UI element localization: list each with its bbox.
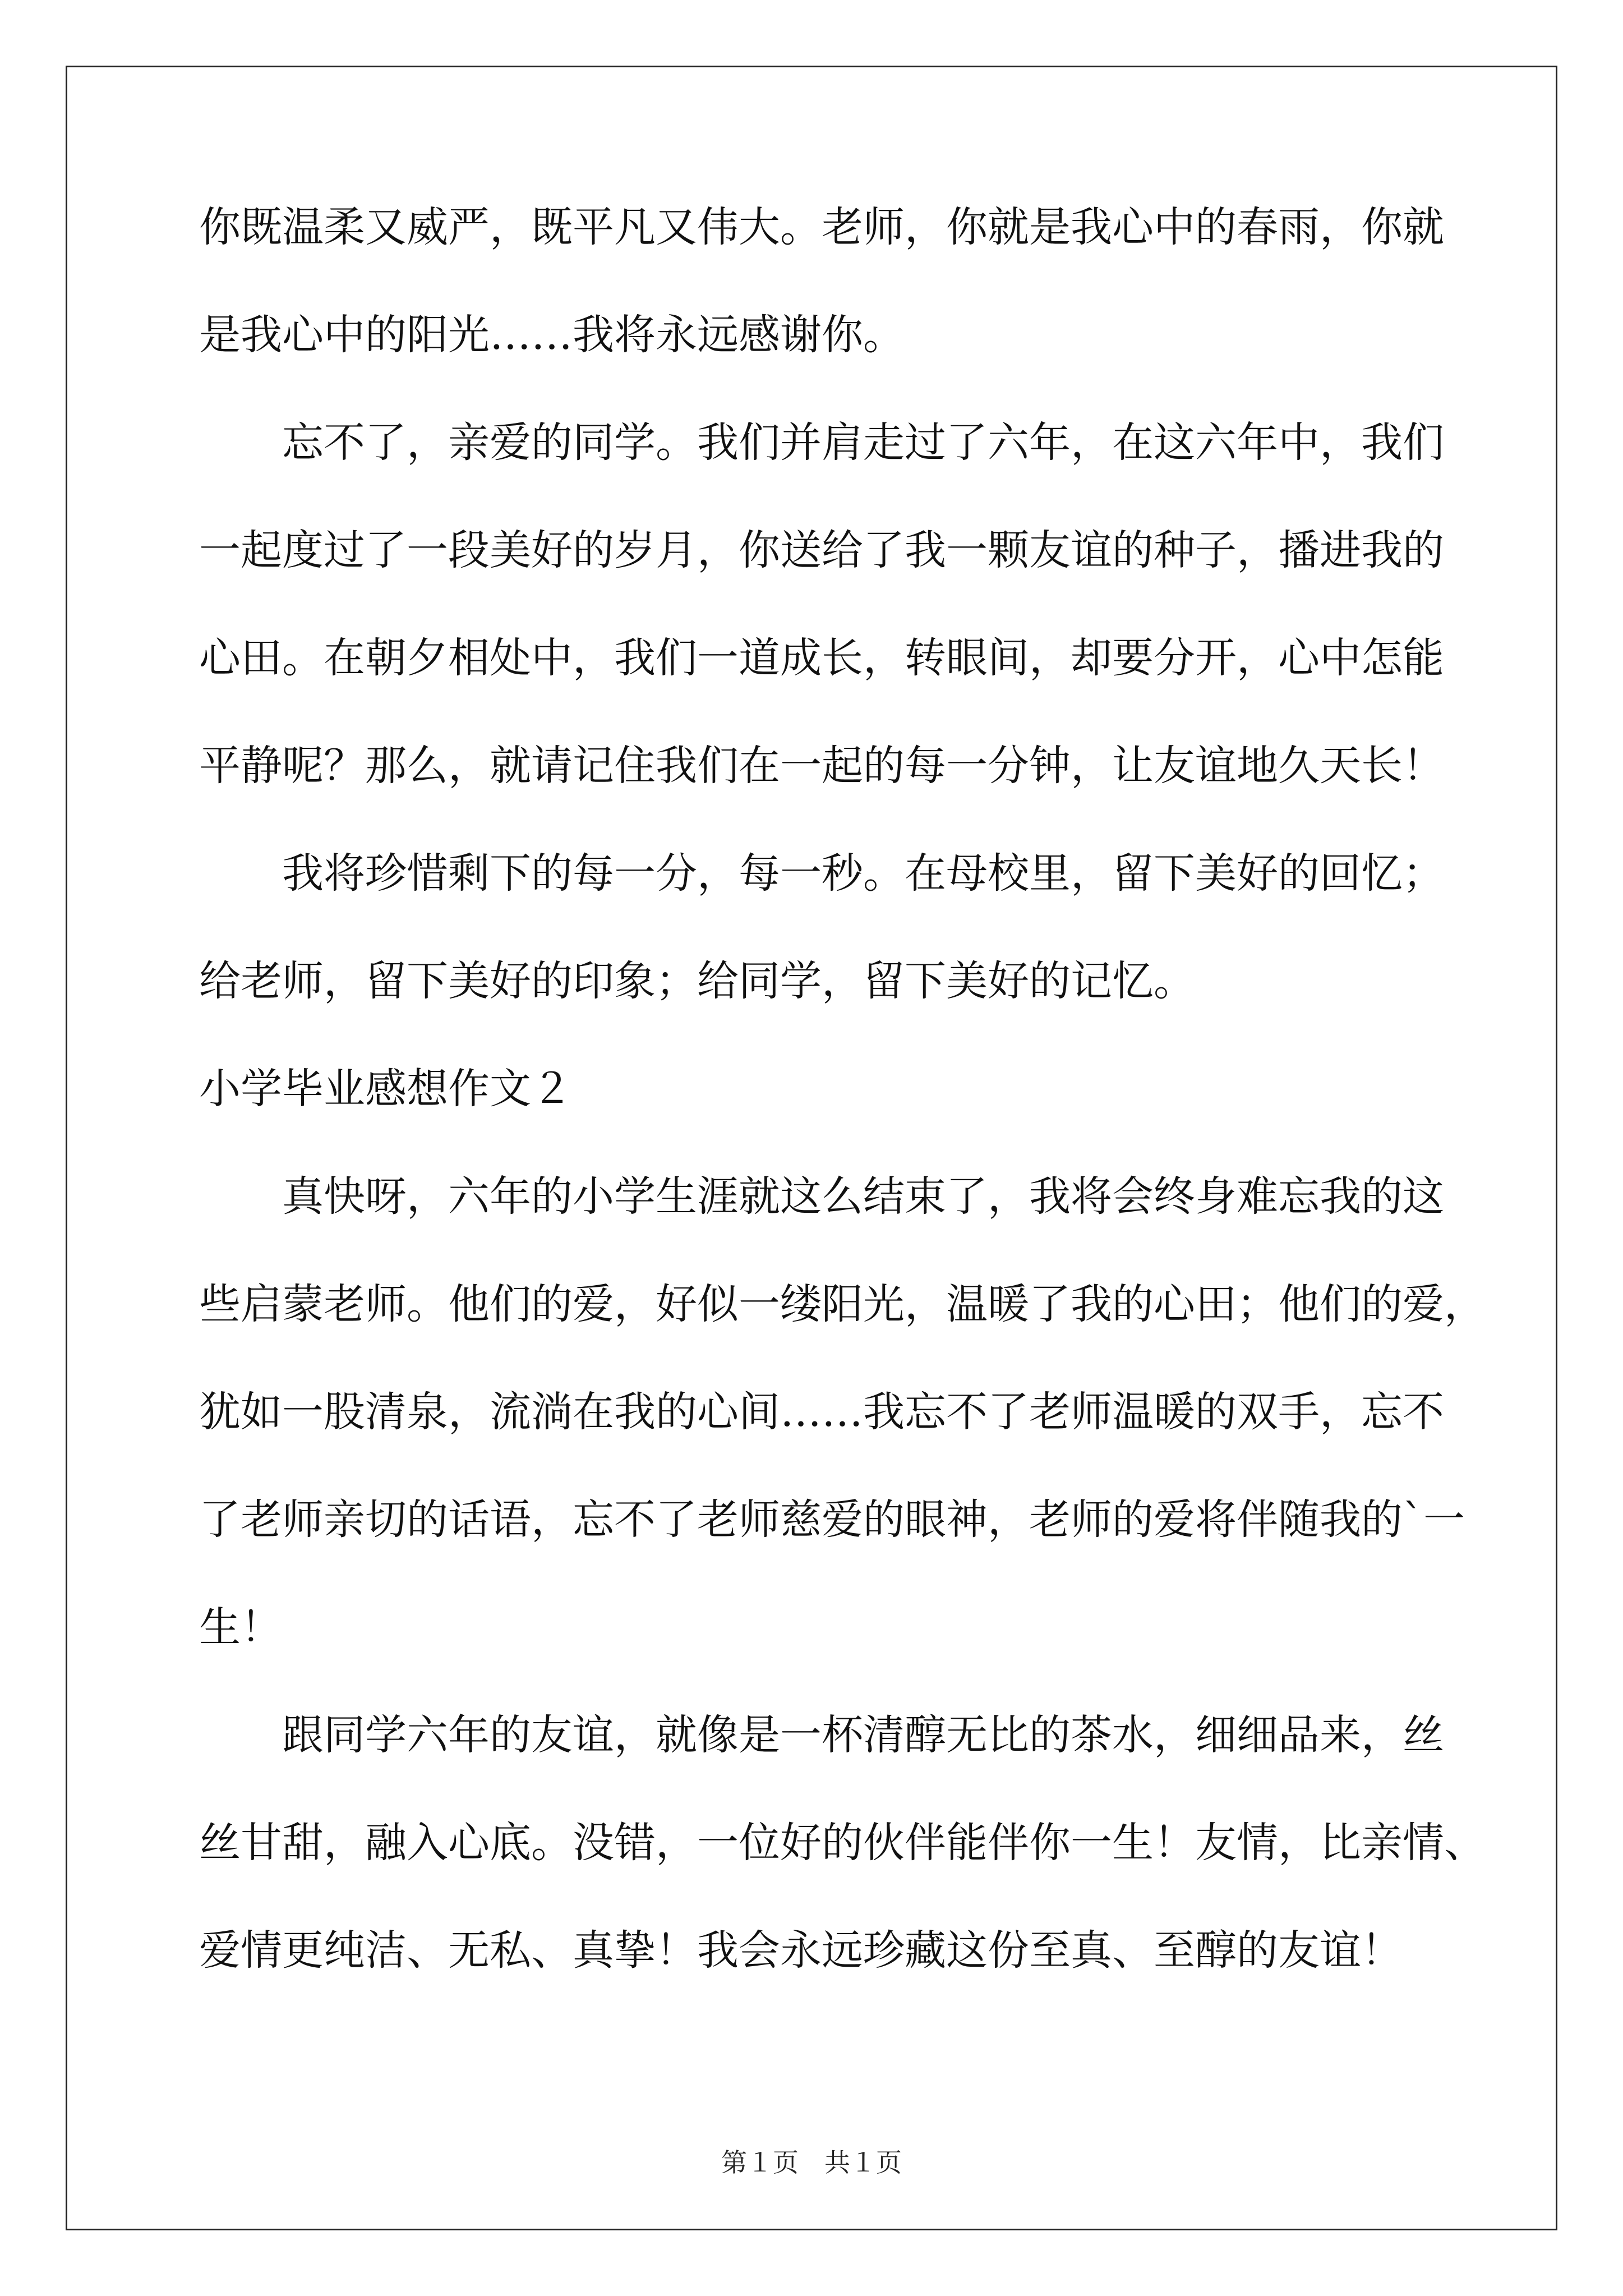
section-heading: 小学毕业感想作文２ [199,1065,573,1113]
text-line: 心田。在朝夕相处中，我们一道成长，转眼间，却要分开，心中怎能 [199,634,1444,682]
page-footer: 第１页 共１页 [721,2147,902,2178]
text-line: 我将珍惜剩下的每一分，每一秒。在母校里，留下美好的回忆； [199,849,1444,898]
text-line: 跟同学六年的友谊，就像是一杯清醇无比的茶水，细细品来，丝 [199,1711,1444,1759]
text-line: 平静呢？那么，就请记住我们在一起的每一分钟，让友谊地久天长！ [199,742,1444,790]
text-line: 爱情更纯洁、无私、真挚！我会永远珍藏这份至真、至醇的友谊！ [199,1926,1403,1975]
text-line: 些启蒙老师。他们的爱，好似一缕阳光，温暖了我的心田；他们的爱， [199,1280,1486,1328]
text-line: 真快呀，六年的小学生涯就这么结束了，我将会终身难忘我的这 [199,1172,1444,1221]
text-line: 是我心中的阳光……我将永远感谢你。 [199,311,905,359]
text-line: 丝甘甜，融入心底。没错，一位好的伙伴能伴你一生！友情，比亲情、 [199,1819,1486,1867]
text-line: 你既温柔又威严，既平凡又伟大。老师，你就是我心中的春雨，你就 [199,203,1444,251]
text-line: 犹如一股清泉，流淌在我的心间……我忘不了老师温暖的双手，忘不 [199,1388,1444,1436]
text-line: 给老师，留下美好的印象；给同学，留下美好的记忆。 [199,957,1195,1005]
text-line: 忘不了，亲爱的同学。我们并肩走过了六年，在这六年中，我们 [199,418,1444,467]
text-line: 了老师亲切的话语，忘不了老师慈爱的眼神，老师的爱将伴随我的`一 [199,1496,1465,1544]
text-line: 一起度过了一段美好的岁月，你送给了我一颗友谊的种子，播进我的 [199,526,1444,574]
text-line: 生！ [199,1603,282,1651]
document-body [199,202,1486,1976]
